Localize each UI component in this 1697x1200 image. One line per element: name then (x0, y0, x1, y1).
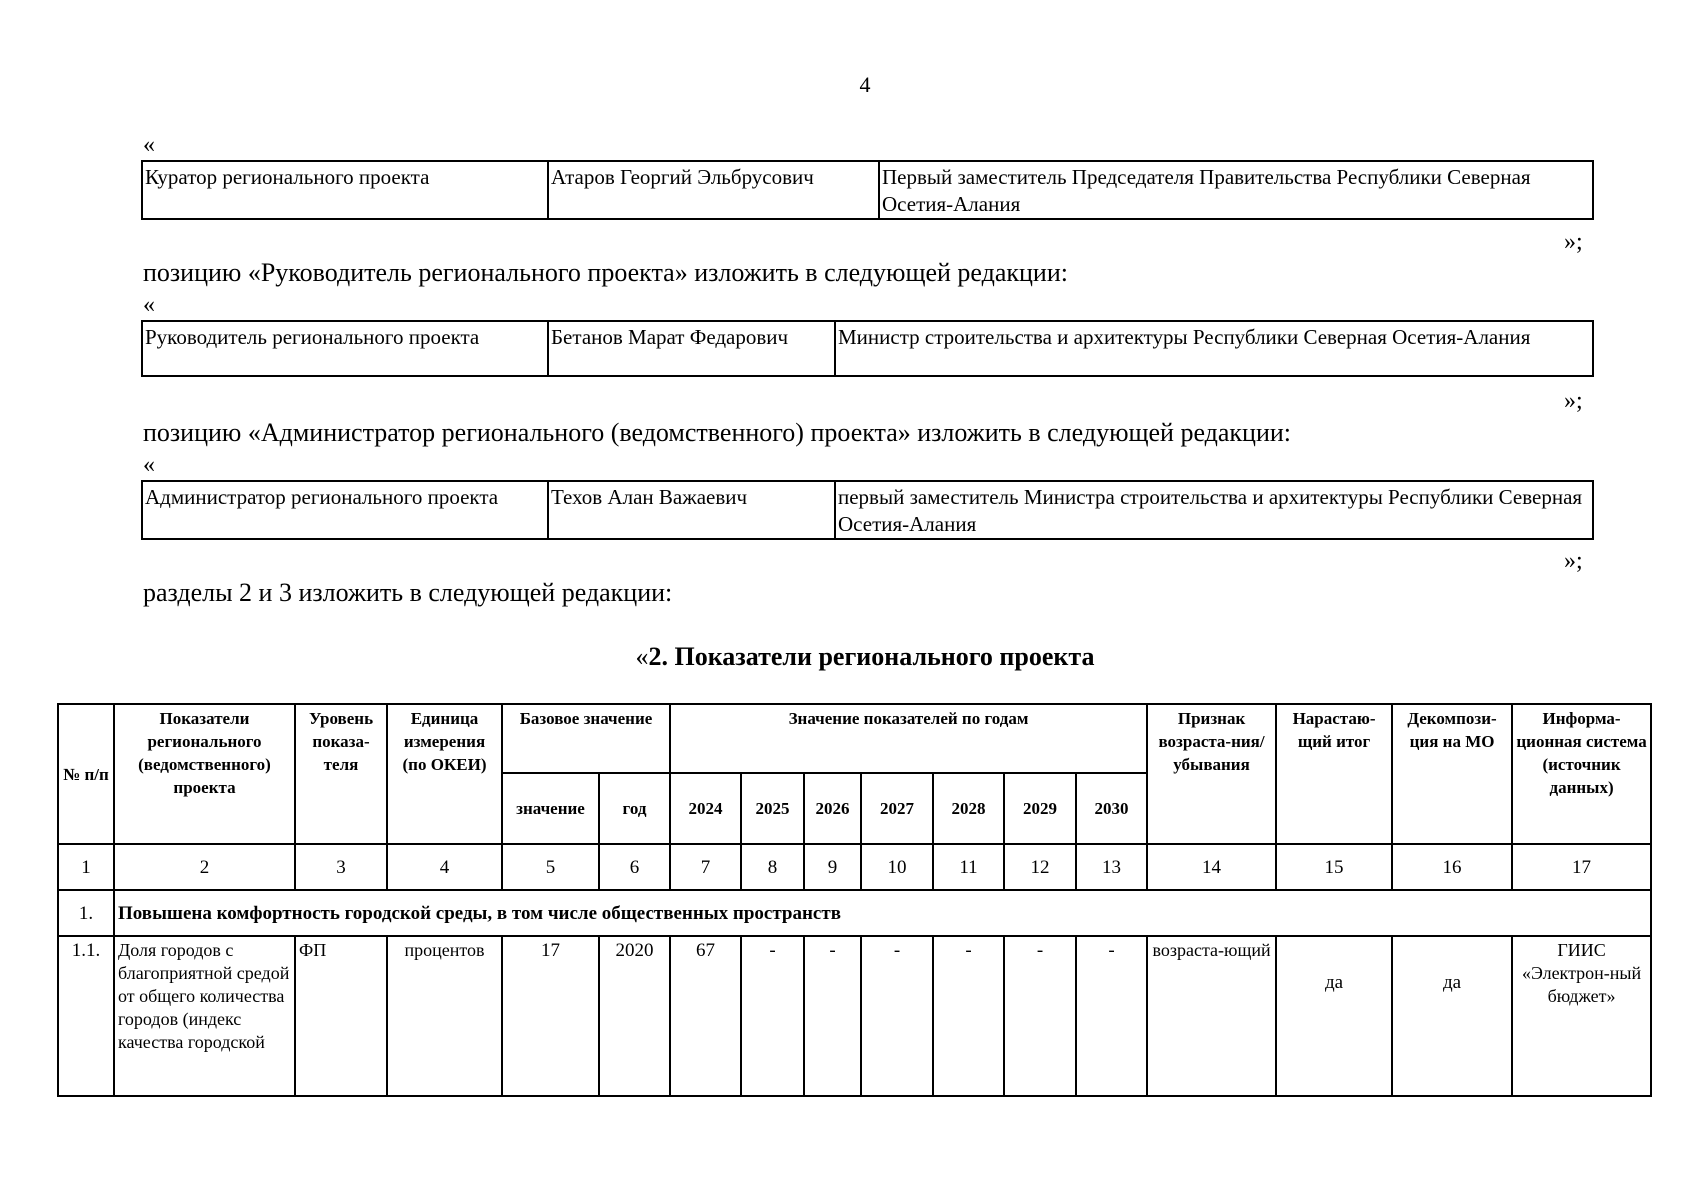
position-post: Министр строительства и архитектуры Республики Северная Осетия-Алания (835, 321, 1593, 376)
column-number: 13 (1076, 844, 1147, 890)
indicators-table (57, 703, 1652, 1097)
column-number: 16 (1392, 844, 1512, 890)
header-info-system: Информа-ционная система (источник данных) (1512, 704, 1651, 844)
column-number: 7 (670, 844, 741, 890)
position-role: Куратор регионального проекта (142, 161, 548, 219)
header-trend: Признак возраста-ния/ убывания (1147, 704, 1276, 844)
row-decomposition: да (1392, 936, 1512, 1096)
header-year: 2024 (670, 773, 741, 844)
header-level: Уровень показа-теля (295, 704, 387, 844)
column-number: 11 (933, 844, 1004, 890)
column-number: 17 (1512, 844, 1651, 890)
column-number: 4 (387, 844, 502, 890)
row-value-2025: - (741, 936, 804, 1096)
column-number: 3 (295, 844, 387, 890)
paragraph-manager: позицию «Руководитель регионального проекта» изложить в следующей редакции: (143, 258, 1068, 287)
header-years-group: Значение показателей по годам (670, 704, 1147, 773)
row-trend: возраста-ющий (1147, 936, 1276, 1096)
row-indicator (114, 936, 295, 1096)
column-number: 2 (114, 844, 295, 890)
column-number: 14 (1147, 844, 1276, 890)
header-year: 2028 (933, 773, 1004, 844)
column-number-row (58, 844, 1651, 890)
column-number: 10 (861, 844, 933, 890)
administrator-table (141, 480, 1594, 540)
row-unit: процентов (387, 936, 502, 1096)
header-year: 2030 (1076, 773, 1147, 844)
header-cumulative: Нарастаю-щий итог (1276, 704, 1392, 844)
row-value-2026: - (804, 936, 861, 1096)
row-value-2024: 67 (670, 936, 741, 1096)
quote-close-1: »; (1564, 229, 1583, 255)
section-row-title: Повышена комфортность городской среды, в том числе общественных пространств (114, 890, 1651, 936)
table-row (142, 481, 1593, 539)
curator-table (141, 160, 1594, 220)
header-year: 2026 (804, 773, 861, 844)
header-year: 2029 (1004, 773, 1076, 844)
position-name: Атаров Георгий Эльбрусович (548, 161, 879, 219)
column-number: 9 (804, 844, 861, 890)
column-number: 8 (741, 844, 804, 890)
row-info-system: ГИИС «Электрон-ный бюджет» (1512, 936, 1651, 1096)
row-level: ФП (295, 936, 387, 1096)
page-number: 4 (859, 72, 871, 97)
position-role: Администратор регионального проекта (142, 481, 548, 539)
table-row (142, 321, 1593, 376)
header-year: 2025 (741, 773, 804, 844)
row-base-value: 17 (502, 936, 599, 1096)
header-base-year: год (599, 773, 670, 844)
section-title (0, 642, 1697, 672)
position-name: Техов Алан Важаевич (548, 481, 835, 539)
section-row-num: 1. (58, 890, 114, 936)
row-num: 1.1. (58, 936, 114, 1096)
position-name: Бетанов Марат Федарович (548, 321, 835, 376)
section-quote: « (635, 642, 649, 671)
header-base: Базовое значение (502, 704, 670, 773)
column-number: 15 (1276, 844, 1392, 890)
column-number: 12 (1004, 844, 1076, 890)
row-value-2027: - (861, 936, 933, 1096)
paragraph-sections: разделы 2 и 3 изложить в следующей редакции: (143, 578, 673, 607)
row-cumulative: да (1276, 936, 1392, 1096)
row-base-year: 2020 (599, 936, 670, 1096)
column-number: 1 (58, 844, 114, 890)
header-unit: Единица измерения (по ОКЕИ) (387, 704, 502, 844)
quote-close-3: »; (1564, 548, 1583, 574)
quote-open-2: « (143, 292, 155, 318)
position-post: Первый заместитель Председателя Правительства Республики Северная Осетия-Алания (879, 161, 1593, 219)
position-role: Руководитель регионального проекта (142, 321, 548, 376)
row-value-2030: - (1076, 936, 1147, 1096)
paragraph-administrator: позицию «Администратор регионального (ведомственного) проекта» изложить в следующей редакции: (143, 418, 1292, 447)
table-row (58, 936, 1651, 1096)
row-value-2029: - (1004, 936, 1076, 1096)
row-value-2028: - (933, 936, 1004, 1096)
column-number: 6 (599, 844, 670, 890)
row-indicator-text: Доля городов с благоприятной средой от общего количества городов (индекс качества городской (118, 940, 290, 1052)
manager-table (141, 320, 1594, 377)
section-row (58, 890, 1651, 936)
header-indicator: Показатели регионального (ведомственного) проекта (114, 704, 295, 844)
quote-close-2: »; (1564, 388, 1583, 414)
quote-open-1: « (143, 132, 155, 158)
quote-open-3: « (143, 452, 155, 478)
table-row (142, 161, 1593, 219)
section-title-text: 2. Показатели регионального проекта (648, 642, 1095, 671)
position-post: первый заместитель Министра строительства и архитектуры Республики Северная Осетия-Алания (835, 481, 1593, 539)
column-number: 5 (502, 844, 599, 890)
header-num: № п/п (58, 704, 114, 844)
header-row (58, 704, 1651, 773)
header-year: 2027 (861, 773, 933, 844)
header-base-value: значение (502, 773, 599, 844)
header-decomposition: Декомпози-ция на МО (1392, 704, 1512, 844)
